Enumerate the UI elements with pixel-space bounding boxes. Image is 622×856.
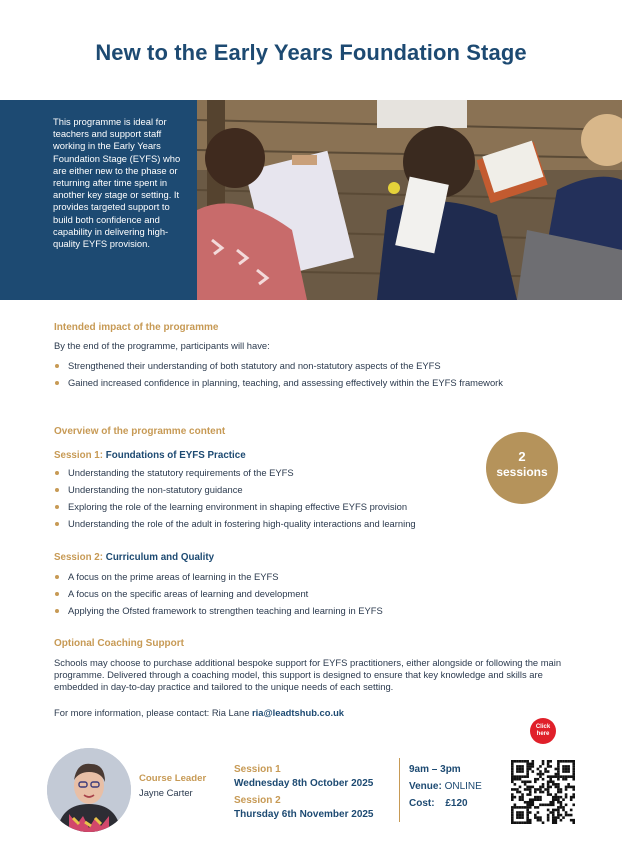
contact-line: [54, 707, 344, 718]
list-item: Understanding the role of the adult in fostering high-quality interactions and learning: [54, 518, 416, 535]
overview-heading: Overview of the programme content: [54, 426, 226, 437]
session-2-heading: [54, 552, 214, 563]
intro-text: This programme is ideal for teachers and support staff working in the Early Years Foundation Stage (EYFS) who are either new to the phase or returning after time spent in another key stage or setting. It provides targeted support to build both confidence and capability in delivering high-quality EYFS provision.: [53, 116, 181, 250]
list-item: A focus on the prime areas of learning in the EYFS: [54, 571, 383, 588]
list-item: Applying the Ofsted framework to strengthen teaching and learning in EYFS: [54, 605, 383, 622]
coaching-heading: Optional Coaching Support: [54, 638, 184, 649]
course-leader-label: Course Leader: [139, 773, 207, 784]
cost-label: Cost:: [409, 798, 435, 809]
impact-lead: By the end of the programme, participants will have:: [54, 340, 270, 351]
impact-heading: Intended impact of the programme: [54, 322, 219, 333]
avatar-photo-icon: [47, 748, 131, 832]
footer-session-2-label: Session 2: [234, 795, 281, 806]
session-2-name: Curriculum and Quality: [105, 552, 215, 563]
sessions-badge: [486, 432, 558, 504]
venue-label: Venue:: [409, 781, 442, 792]
cost-value: £120: [445, 798, 468, 809]
session-2-list: [54, 571, 383, 622]
qr-code[interactable]: [511, 760, 575, 824]
session-2-label: Session 2:: [54, 552, 104, 563]
list-item: Gained increased confidence in planning, teaching, and assessing effectively within the EYFS framework: [54, 377, 503, 394]
click-here-button[interactable]: [530, 718, 556, 744]
session-1-heading: [54, 450, 246, 461]
footer-cost: [409, 798, 468, 809]
footer-divider: [399, 758, 400, 822]
time-value: 9am – 3pm: [409, 764, 461, 775]
session-1-list: [54, 467, 416, 535]
list-item: Understanding the non-statutory guidance: [54, 484, 416, 501]
session-1-name: Foundations of EYFS Practice: [105, 450, 246, 461]
click-here-line-2: here: [536, 731, 550, 737]
coaching-text: Schools may choose to purchase additional bespoke support for EYFS practitioners, either alongside or following the main programme. Delivered through a coaching model, this support is designed to ensure that key knowledge and skills are embedded in day-to-day practice and tailored to the unique needs of each setting.: [54, 657, 562, 693]
sessions-badge-number: 2: [518, 449, 526, 464]
qr-code-icon: [511, 760, 575, 824]
footer-session-2-date: Thursday 6th November 2025: [234, 809, 374, 820]
sessions-badge-text: sessions: [496, 465, 548, 479]
list-item: Exploring the role of the learning environment in shaping effective EYFS provision: [54, 501, 416, 518]
photo-children-writing-icon: [197, 100, 622, 300]
list-item: Strengthened their understanding of both statutory and non-statutory aspects of the EYFS: [54, 360, 503, 377]
footer-venue: [409, 781, 482, 792]
footer-time: [409, 764, 461, 775]
contact-email-link[interactable]: ria@leadtshub.co.uk: [252, 707, 345, 718]
click-here-line-1: Click: [535, 724, 551, 730]
programme-photo: [197, 100, 622, 300]
session-1-label: Session 1:: [54, 450, 104, 461]
contact-prefix: For more information, please contact: Ria Lane: [54, 707, 250, 718]
impact-list: [54, 360, 503, 394]
footer-session-1-date: Wednesday 8th October 2025: [234, 778, 374, 789]
list-item: A focus on the specific areas of learning and development: [54, 588, 383, 605]
page-title: New to the Early Years Foundation Stage: [95, 40, 527, 65]
course-leader-name: Jayne Carter: [139, 787, 193, 798]
footer-session-1-label: Session 1: [234, 764, 281, 775]
course-leader-avatar: [47, 748, 131, 832]
venue-value: ONLINE: [444, 781, 482, 792]
list-item: Understanding the statutory requirements of the EYFS: [54, 467, 416, 484]
